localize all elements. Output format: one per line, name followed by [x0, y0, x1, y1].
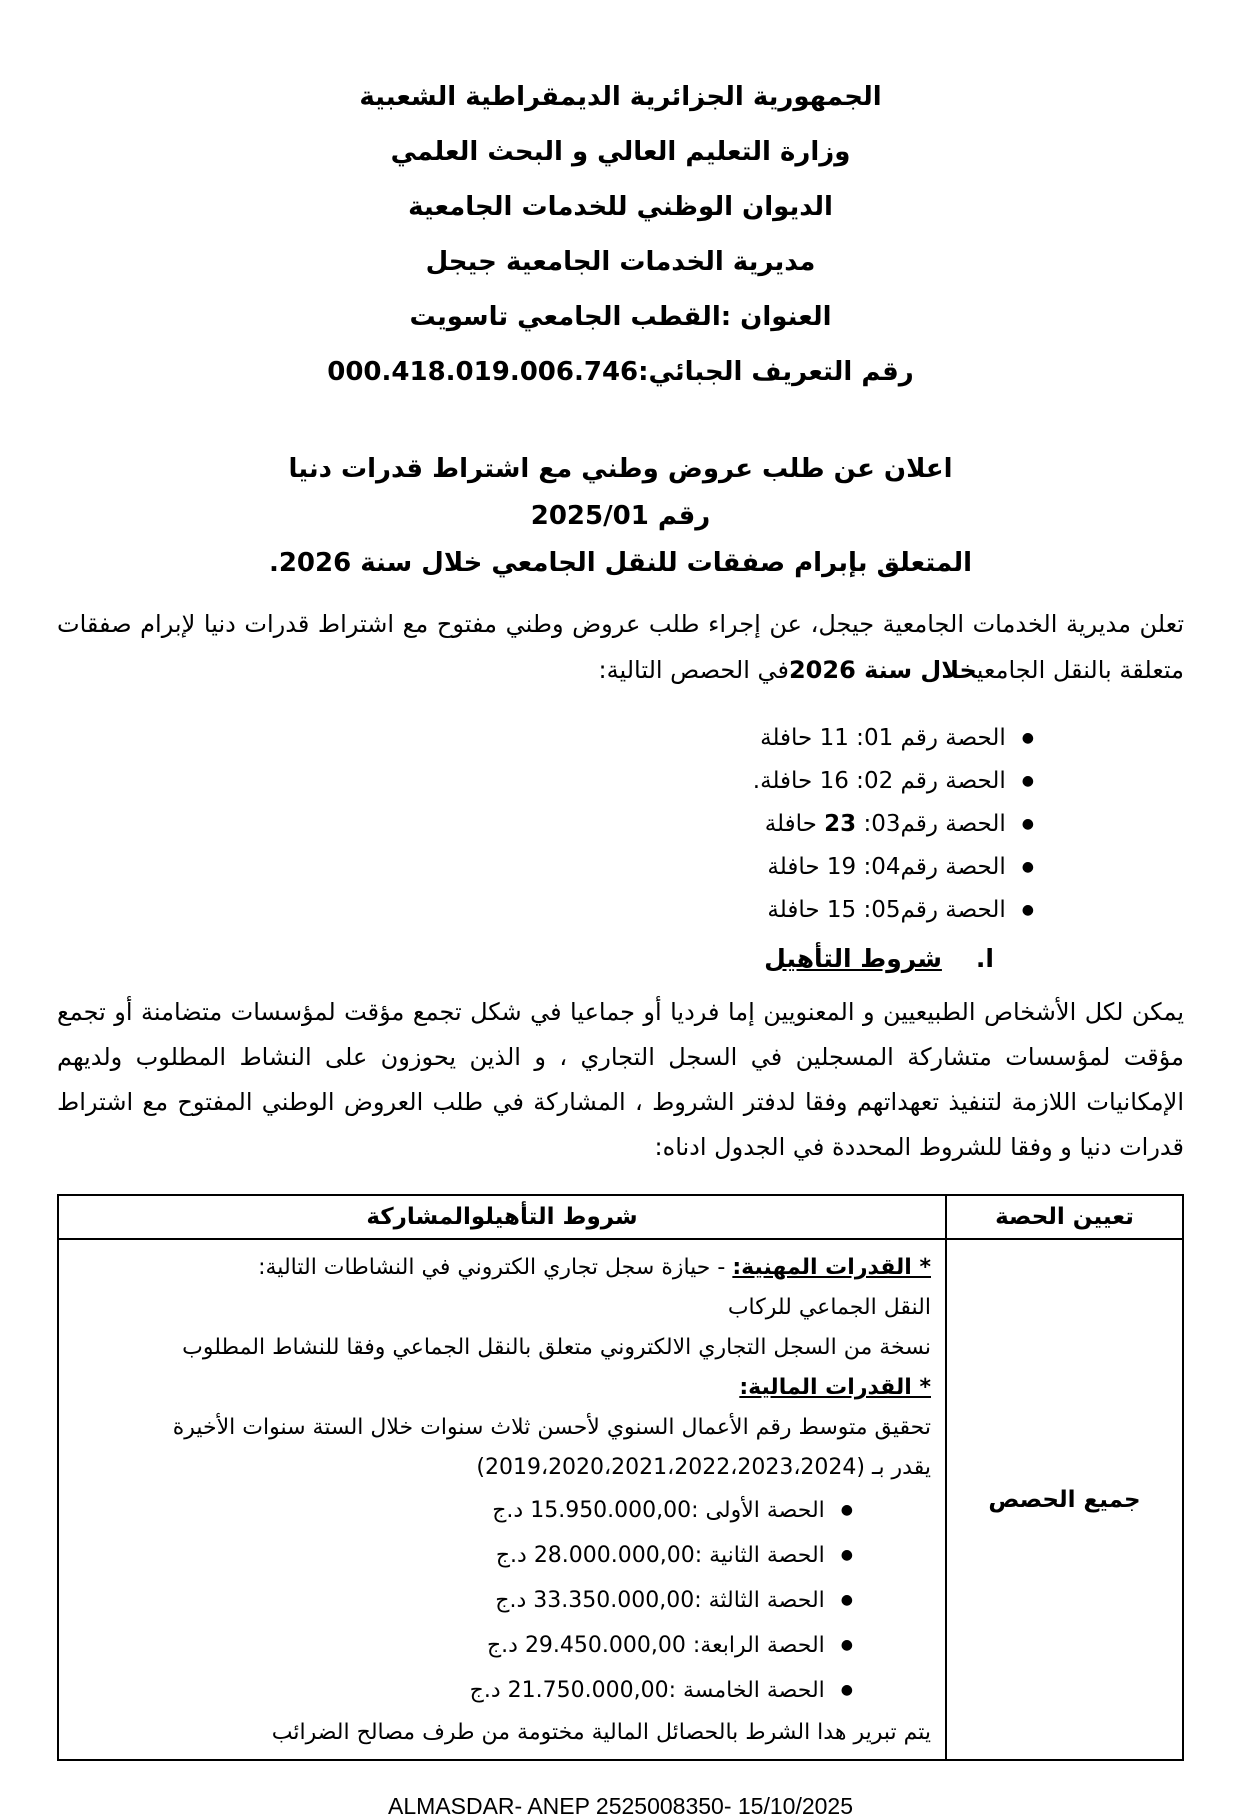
- office-line: الديوان الوظني للخدمات الجامعية: [408, 192, 833, 222]
- lot-item-bold-count: 23: [824, 811, 857, 837]
- amount-line-1: [67, 1488, 931, 1533]
- bullet-icon: ●: [1021, 902, 1034, 918]
- amount-text: الحصة الثانية :28.000.000,00 د.ج: [495, 1543, 825, 1568]
- address-line: العنوان :القطب الجامعي تاسويت: [409, 302, 832, 332]
- designation-cell: جميع الحصص: [946, 1239, 1183, 1760]
- bullet-icon: ●: [840, 1547, 853, 1563]
- lot-item-text: الحصة رقم 01: 11 حافلة: [760, 725, 1006, 751]
- professional-capacities-text: - حيازة سجل تجاري الكتروني في النشاطات التالية:: [258, 1255, 726, 1280]
- lot-item-5: [57, 889, 1034, 932]
- lot-item-1: [57, 717, 1034, 760]
- activity-line: النقل الجماعي للركاب: [727, 1295, 931, 1320]
- amount-line-4: [67, 1623, 931, 1668]
- intro-bold-year: خلال سنة 2026: [788, 656, 977, 684]
- conditions-column-header: شروط التأهيلوالمشاركة: [58, 1195, 946, 1239]
- lot-item-text: الحصة رقم04: 19 حافلة: [767, 854, 1006, 880]
- section-marker: ا.: [975, 944, 994, 973]
- amount-text: الحصة الأولى :15.950.000,00 د.ج: [492, 1498, 825, 1523]
- table-header-row: [58, 1195, 1183, 1239]
- years-line: [67, 1448, 931, 1488]
- amount-text: الحصة الرابعة: 29.450.000,00 د.ج: [486, 1633, 825, 1658]
- announcement-title-line1: اعلان عن طلب عروض وطني مع اشتراط قدرات دنيا: [288, 454, 953, 484]
- professional-capacities-label: * القدرات المهنية:: [732, 1255, 931, 1280]
- section-heading-qualification: [57, 938, 994, 980]
- justification-line: يتم تبرير هدا الشرط بالحصائل المالية مختومة من طرف مصالح الضرائب: [271, 1720, 931, 1745]
- amount-line-2: [67, 1533, 931, 1578]
- directorate-line: مديرية الخدمات الجامعية جيجل: [425, 247, 816, 277]
- professional-capacities-line: [67, 1248, 931, 1288]
- bullet-icon: ●: [1021, 730, 1034, 746]
- bullet-icon: ●: [840, 1592, 853, 1608]
- turnover-line: تحقيق متوسط رقم الأعمال السنوي لأحسن ثلاث سنوات خلال الستة سنوات الأخيرة: [172, 1415, 931, 1440]
- requirements-table: [57, 1194, 1184, 1761]
- intro-part1: تعلن مديرية الخدمات الجامعية جيجل، عن إجراء طلب عروض وطني مفتوح مع اشتراط قدرات دنيا لإبرام صفقات متعلقة بالنقل الجامعي: [57, 610, 1184, 684]
- ministry-line: وزارة التعليم العالي و البحث العلمي: [390, 137, 851, 167]
- conditions-cell: [58, 1239, 946, 1760]
- lot-item-4: [57, 846, 1034, 889]
- bullet-icon: ●: [840, 1682, 853, 1698]
- bullet-icon: ●: [1021, 859, 1034, 875]
- lot-item-text: الحصة رقم 02: 16 حافلة.: [752, 768, 1006, 794]
- bullet-icon: ●: [1021, 816, 1034, 832]
- bullet-icon: ●: [840, 1502, 853, 1518]
- lots-list: [57, 717, 1184, 932]
- lot-item-post: حافلة: [764, 811, 825, 837]
- amount-line-5: [67, 1668, 931, 1713]
- amount-text: الحصة الخامسة :21.750.000,00 د.ج: [469, 1678, 825, 1703]
- intro-paragraph: [57, 601, 1184, 693]
- announcement-number: رقم 2025/01: [530, 501, 711, 531]
- designation-column-header: تعيين الحصة: [946, 1195, 1183, 1239]
- lot-item-pre: الحصة رقم03:: [856, 811, 1006, 837]
- registry-copy-line: نسخة من السجل التجاري الالكتروني متعلق بالنقل الجماعي وفقا للنشاط المطلوب: [182, 1335, 931, 1360]
- bullet-icon: ●: [840, 1637, 853, 1653]
- anep-footer-text: ALMASDAR- ANEP 2525008350- 15/10/2025: [388, 1793, 853, 1819]
- letterhead: [57, 70, 1184, 400]
- amount-text: الحصة الثالثة :33.350.000,00 د.ج: [495, 1588, 825, 1613]
- lot-item-3: [57, 803, 1034, 846]
- years-list: (2019،2020،2021،2022،2023،2024): [476, 1455, 865, 1480]
- section-title: شروط التأهيل: [764, 944, 942, 973]
- eligibility-paragraph: يمكن لكل الأشخاص الطبيعيين و المعنويين إما فرديا أو جماعيا في شكل تجمع مؤقت لمؤسسات متضامنة أو تجمع مؤقت لمؤسسات متشاركة المسجلين في السجل التجاري ، و الذين يحوزون على النشاط المطلوب ولديهم الإمكانيات اللازمة لتنفيذ تعهداتهم وفقا لدفتر الشروط ، المشاركة في طلب العروض الوطني المفتوح مع اشتراط قدرات دنيا و وفقا للشروط المحددة في الجدول ادناه:: [57, 998, 1184, 1161]
- tax-id-line: رقم التعريف الجبائي:000.418.019.006.746: [327, 357, 914, 387]
- announcement-title: [57, 446, 1184, 587]
- amount-line-3: [67, 1578, 931, 1623]
- lot-item-text: الحصة رقم05: 15 حافلة: [767, 897, 1006, 923]
- table-body-row: [58, 1239, 1183, 1760]
- lot-item-2: [57, 760, 1034, 803]
- financial-capacities-label: * القدرات المالية:: [739, 1375, 931, 1400]
- bullet-icon: ●: [1021, 773, 1034, 789]
- republic-line: الجمهورية الجزائرية الديمقراطية الشعبية: [359, 82, 882, 112]
- financial-capacities-line: [67, 1368, 931, 1408]
- estimated-at-text: يقدر بـ: [872, 1455, 931, 1480]
- intro-part2: في الحصص التالية:: [598, 656, 789, 684]
- announcement-subject: المتعلق بإبرام صفقات للنقل الجامعي خلال سنة 2026.: [268, 548, 973, 578]
